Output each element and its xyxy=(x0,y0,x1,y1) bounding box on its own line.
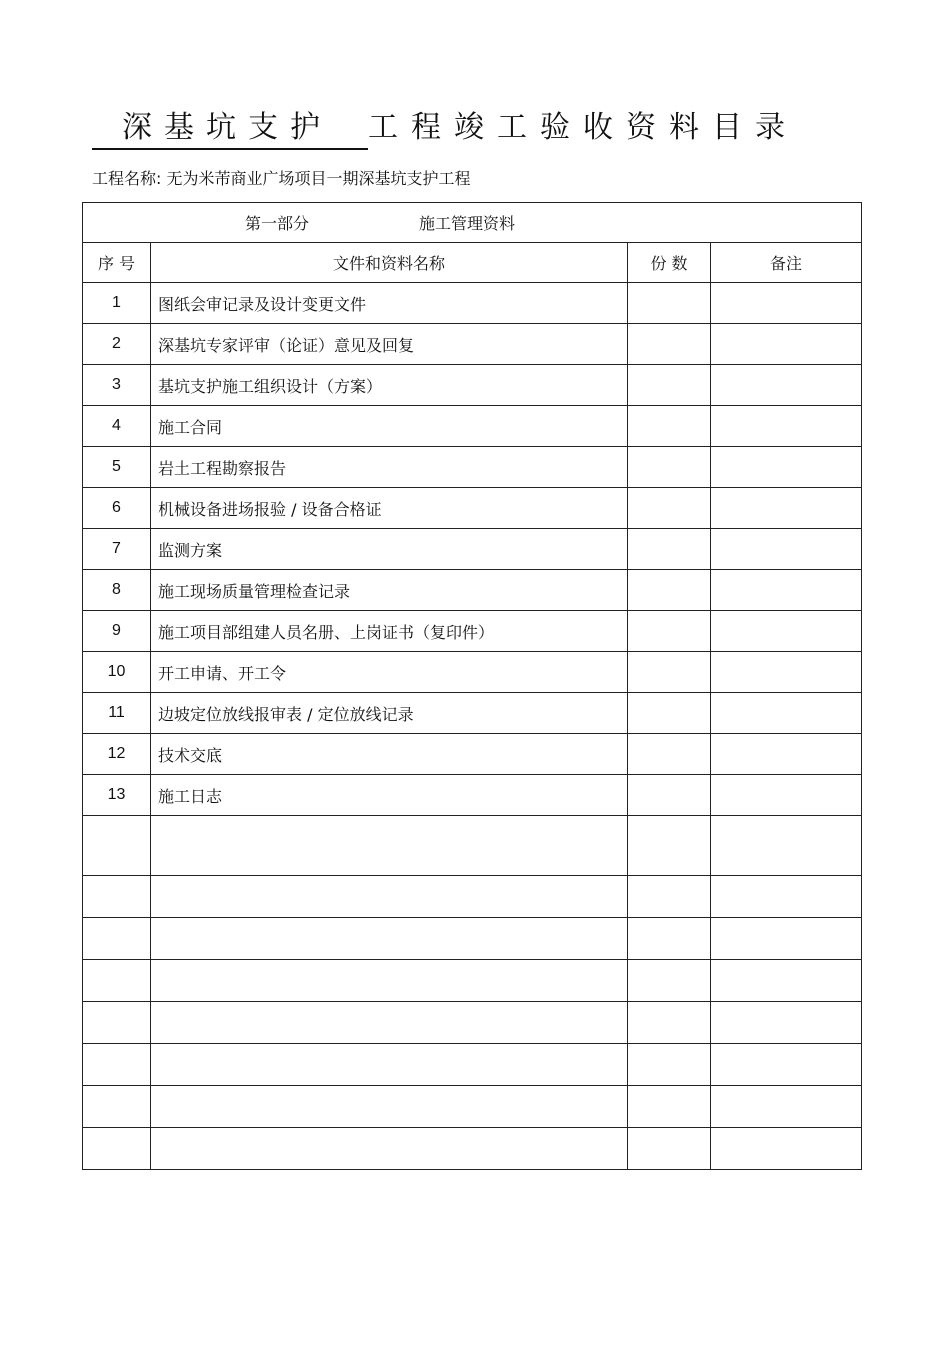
row-number: 1 xyxy=(83,283,151,324)
blank-copies-cell[interactable] xyxy=(628,960,711,1002)
row-number: 2 xyxy=(83,324,151,365)
row-number: 6 xyxy=(83,488,151,529)
blank-remark-cell[interactable] xyxy=(711,1086,862,1128)
row-document-name: 机械设备进场报验 / 设备合格证 xyxy=(151,488,628,529)
row-document-name: 施工现场质量管理检查记录 xyxy=(151,570,628,611)
project-label: 工程名称: xyxy=(92,169,162,188)
project-value: 无为米芾商业广场项目一期深基坑支护工程 xyxy=(166,169,471,188)
row-document-name: 深基坑专家评审（论证）意见及回复 xyxy=(151,324,628,365)
section-part: 第一部分 xyxy=(245,214,310,233)
blank-name-cell[interactable] xyxy=(151,1086,628,1128)
blank-number-cell[interactable] xyxy=(83,1086,151,1128)
blank-row xyxy=(83,1128,862,1170)
row-document-name: 边坡定位放线报审表 / 定位放线记录 xyxy=(151,693,628,734)
blank-name-cell[interactable] xyxy=(151,1002,628,1044)
table-row xyxy=(83,775,862,816)
title-main: 工程竣工验收资料目录 xyxy=(368,110,798,145)
row-remark-cell[interactable] xyxy=(711,652,862,693)
blank-name-cell[interactable] xyxy=(151,960,628,1002)
row-number: 4 xyxy=(83,406,151,447)
row-remark-cell[interactable] xyxy=(711,693,862,734)
table-row xyxy=(83,447,862,488)
row-copies-cell[interactable] xyxy=(628,652,711,693)
table-row xyxy=(83,570,862,611)
blank-name-cell[interactable] xyxy=(151,1128,628,1170)
row-number: 9 xyxy=(83,611,151,652)
row-document-name: 技术交底 xyxy=(151,734,628,775)
table-row xyxy=(83,652,862,693)
row-document-name: 施工日志 xyxy=(151,775,628,816)
row-copies-cell[interactable] xyxy=(628,611,711,652)
blank-row xyxy=(83,1002,862,1044)
blank-row xyxy=(83,960,862,1002)
catalog-table xyxy=(82,202,862,1170)
title-underline-lead xyxy=(92,108,122,150)
table-row xyxy=(83,365,862,406)
blank-remark-cell[interactable] xyxy=(711,960,862,1002)
document-title xyxy=(92,108,852,148)
row-number: 13 xyxy=(83,775,151,816)
blank-row xyxy=(83,816,862,876)
blank-copies-cell[interactable] xyxy=(628,816,711,876)
column-header-no: 序 号 xyxy=(83,243,151,283)
row-document-name: 监测方案 xyxy=(151,529,628,570)
row-document-name: 图纸会审记录及设计变更文件 xyxy=(151,283,628,324)
blank-remark-cell[interactable] xyxy=(711,1128,862,1170)
row-remark-cell[interactable] xyxy=(711,529,862,570)
row-copies-cell[interactable] xyxy=(628,488,711,529)
row-copies-cell[interactable] xyxy=(628,693,711,734)
blank-row xyxy=(83,1044,862,1086)
row-remark-cell[interactable] xyxy=(711,447,862,488)
row-number: 12 xyxy=(83,734,151,775)
blank-number-cell[interactable] xyxy=(83,1128,151,1170)
row-number: 5 xyxy=(83,447,151,488)
row-remark-cell[interactable] xyxy=(711,775,862,816)
title-underline-tail xyxy=(332,108,368,150)
table-row xyxy=(83,529,862,570)
table-row xyxy=(83,611,862,652)
row-remark-cell[interactable] xyxy=(711,406,862,447)
blank-row xyxy=(83,918,862,960)
row-copies-cell[interactable] xyxy=(628,447,711,488)
blank-number-cell[interactable] xyxy=(83,1044,151,1086)
blank-copies-cell[interactable] xyxy=(628,1044,711,1086)
row-remark-cell[interactable] xyxy=(711,734,862,775)
blank-name-cell[interactable] xyxy=(151,918,628,960)
table-row xyxy=(83,324,862,365)
row-document-name: 开工申请、开工令 xyxy=(151,652,628,693)
row-document-name: 岩土工程勘察报告 xyxy=(151,447,628,488)
column-header-row xyxy=(83,243,862,283)
table-row xyxy=(83,283,862,324)
row-copies-cell[interactable] xyxy=(628,324,711,365)
blank-number-cell[interactable] xyxy=(83,960,151,1002)
blank-name-cell[interactable] xyxy=(151,816,628,876)
row-document-name: 施工合同 xyxy=(151,406,628,447)
row-copies-cell[interactable] xyxy=(628,775,711,816)
blank-copies-cell[interactable] xyxy=(628,1086,711,1128)
row-copies-cell[interactable] xyxy=(628,406,711,447)
row-remark-cell[interactable] xyxy=(711,324,862,365)
row-copies-cell[interactable] xyxy=(628,570,711,611)
table-row xyxy=(83,406,862,447)
column-header-copies: 份 数 xyxy=(628,243,711,283)
section-name: 施工管理资料 xyxy=(419,214,516,233)
table-row xyxy=(83,734,862,775)
section-header-row xyxy=(83,203,862,243)
project-name-line xyxy=(92,168,471,190)
row-copies-cell[interactable] xyxy=(628,365,711,406)
column-header-remark: 备注 xyxy=(711,243,862,283)
blank-number-cell[interactable] xyxy=(83,1002,151,1044)
row-number: 3 xyxy=(83,365,151,406)
row-copies-cell[interactable] xyxy=(628,283,711,324)
table-row xyxy=(83,693,862,734)
blank-remark-cell[interactable] xyxy=(711,816,862,876)
row-copies-cell[interactable] xyxy=(628,734,711,775)
row-document-name: 基坑支护施工组织设计（方案） xyxy=(151,365,628,406)
row-document-name: 施工项目部组建人员名册、上岗证书（复印件） xyxy=(151,611,628,652)
blank-name-cell[interactable] xyxy=(151,1044,628,1086)
blank-copies-cell[interactable] xyxy=(628,876,711,918)
row-number: 7 xyxy=(83,529,151,570)
blank-number-cell[interactable] xyxy=(83,816,151,876)
row-number: 8 xyxy=(83,570,151,611)
blank-row xyxy=(83,1086,862,1128)
blank-copies-cell[interactable] xyxy=(628,1002,711,1044)
row-number: 10 xyxy=(83,652,151,693)
blank-row xyxy=(83,876,862,918)
row-remark-cell[interactable] xyxy=(711,611,862,652)
row-remark-cell[interactable] xyxy=(711,488,862,529)
row-remark-cell[interactable] xyxy=(711,570,862,611)
title-subject: 深基坑支护 xyxy=(122,108,332,150)
row-copies-cell[interactable] xyxy=(628,529,711,570)
blank-remark-cell[interactable] xyxy=(711,1044,862,1086)
blank-number-cell[interactable] xyxy=(83,918,151,960)
blank-remark-cell[interactable] xyxy=(711,1002,862,1044)
blank-remark-cell[interactable] xyxy=(711,918,862,960)
blank-number-cell[interactable] xyxy=(83,876,151,918)
blank-remark-cell[interactable] xyxy=(711,876,862,918)
row-remark-cell[interactable] xyxy=(711,365,862,406)
column-header-doc: 文件和资料名称 xyxy=(151,243,628,283)
section-header-cell xyxy=(83,203,862,243)
row-number: 11 xyxy=(83,693,151,734)
blank-copies-cell[interactable] xyxy=(628,1128,711,1170)
blank-name-cell[interactable] xyxy=(151,876,628,918)
row-remark-cell[interactable] xyxy=(711,283,862,324)
blank-copies-cell[interactable] xyxy=(628,918,711,960)
table-row xyxy=(83,488,862,529)
